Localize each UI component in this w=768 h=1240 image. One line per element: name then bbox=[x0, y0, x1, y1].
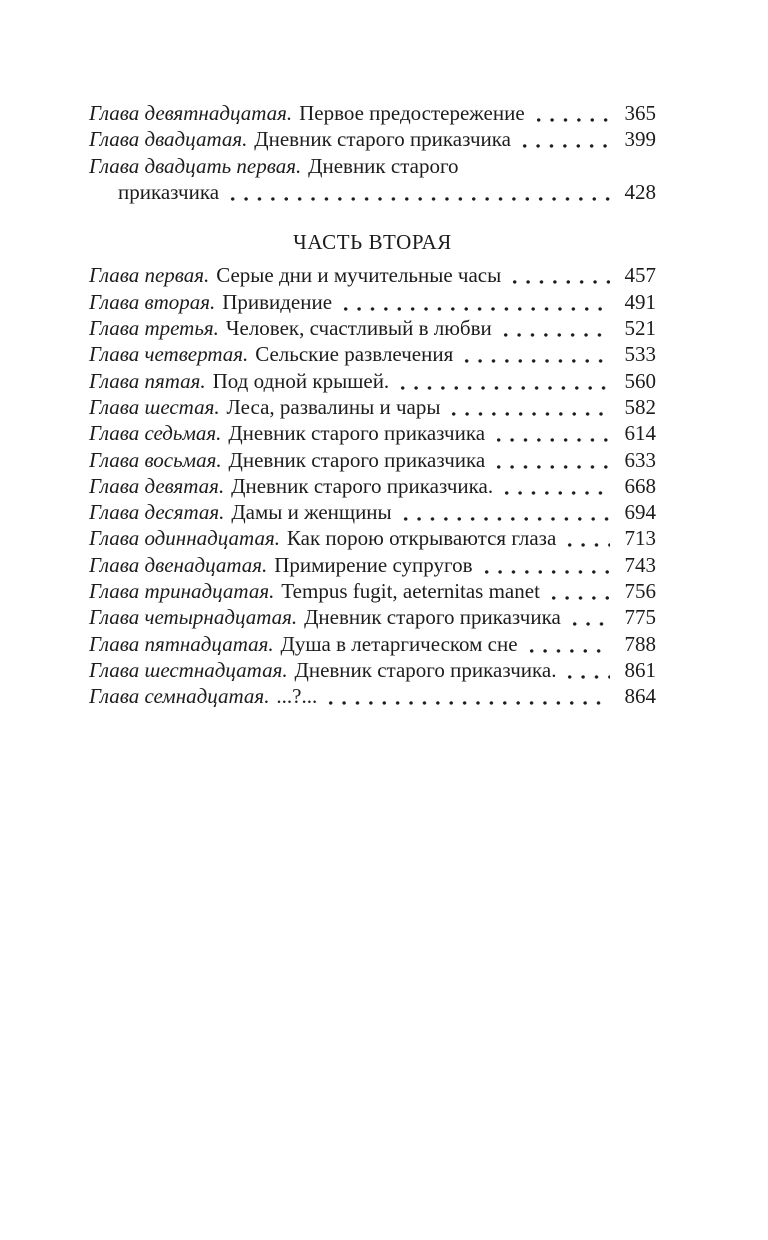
toc-entry bbox=[89, 179, 656, 205]
page-number: 775 bbox=[624, 605, 656, 630]
page-number: 864 bbox=[624, 684, 656, 709]
page-number: 399 bbox=[624, 127, 656, 152]
chapter-title: приказчика bbox=[118, 179, 220, 204]
toc-entry bbox=[89, 657, 656, 683]
chapter-label: Глава девятая. bbox=[89, 473, 225, 498]
chapter-label: Глава четырнадцатая. bbox=[89, 605, 298, 630]
toc-entry bbox=[89, 153, 656, 179]
dot-leader bbox=[396, 368, 610, 394]
toc-entry-text bbox=[89, 341, 453, 367]
toc-entry bbox=[89, 315, 656, 341]
dot-leader bbox=[460, 341, 610, 367]
toc-entry-text bbox=[89, 289, 332, 315]
chapter-label: Глава шестнадцатая. bbox=[89, 657, 288, 682]
dot-leader bbox=[480, 552, 611, 578]
toc-entry-text bbox=[89, 368, 389, 394]
toc-entry bbox=[89, 631, 656, 657]
chapter-title: Примирение супругов bbox=[274, 552, 473, 577]
page-number: 365 bbox=[624, 101, 656, 125]
chapter-label: Глава седьмая. bbox=[89, 421, 222, 446]
dot-leader bbox=[563, 657, 610, 683]
page-number: 582 bbox=[624, 394, 656, 419]
toc-entry-text bbox=[89, 420, 485, 446]
toc-entry bbox=[89, 100, 656, 126]
chapter-title: Леса, развалины и чары bbox=[226, 394, 441, 419]
toc-entry bbox=[89, 552, 656, 578]
page-number: 560 bbox=[624, 368, 656, 393]
dot-leader bbox=[492, 447, 610, 473]
toc-entry-text bbox=[89, 394, 440, 420]
toc-entry-text bbox=[89, 683, 317, 709]
page-number: 428 bbox=[624, 179, 656, 204]
page-number: 521 bbox=[624, 316, 656, 341]
toc-entry bbox=[89, 473, 656, 499]
toc-entry-text bbox=[89, 604, 561, 630]
dot-leader bbox=[399, 499, 610, 525]
dot-leader bbox=[499, 315, 610, 341]
chapter-label: Глава вторая. bbox=[89, 289, 216, 314]
chapter-label: Глава первая. bbox=[89, 263, 210, 288]
dot-leader bbox=[547, 578, 610, 604]
chapter-title: Сельские развлечения bbox=[255, 342, 454, 367]
chapter-title: Человек, счастливый в любви bbox=[225, 316, 492, 341]
dot-leader bbox=[324, 683, 610, 709]
chapter-title: Дневник старого приказчика bbox=[228, 421, 486, 446]
toc-entry bbox=[89, 289, 656, 315]
chapter-title: Tempus fugit, aeternitas manet bbox=[281, 579, 540, 604]
toc-entry-text bbox=[89, 631, 518, 657]
page-number: 694 bbox=[624, 500, 656, 525]
chapter-title: Серые дни и мучительные часы bbox=[216, 263, 502, 288]
page-number: 756 bbox=[624, 579, 656, 604]
toc-content bbox=[89, 100, 656, 710]
toc-entry-text bbox=[89, 315, 492, 341]
toc-entry bbox=[89, 578, 656, 604]
toc-entry-text bbox=[118, 179, 219, 205]
chapter-title: Первое предостережение bbox=[299, 101, 525, 125]
page-number: 743 bbox=[624, 552, 656, 577]
page-number: 614 bbox=[624, 421, 656, 446]
toc-entry bbox=[89, 499, 656, 525]
chapter-title: Привидение bbox=[222, 289, 333, 314]
chapter-label: Глава третья. bbox=[89, 316, 219, 341]
chapter-label: Глава шестая. bbox=[89, 394, 220, 419]
chapter-title: Дневник старого приказчика bbox=[228, 447, 486, 472]
toc-entry bbox=[89, 262, 656, 288]
dot-leader bbox=[447, 394, 610, 420]
dot-leader bbox=[500, 473, 610, 499]
toc-entry-text bbox=[89, 100, 525, 126]
dot-leader bbox=[568, 604, 610, 630]
toc-entry-text bbox=[89, 657, 556, 683]
page-number: 491 bbox=[624, 289, 656, 314]
toc-part-two-list bbox=[89, 262, 656, 709]
toc-entry-text bbox=[89, 447, 485, 473]
dot-leader bbox=[226, 179, 610, 205]
toc-entry bbox=[89, 683, 656, 709]
dot-leader bbox=[532, 100, 610, 126]
page-number: 861 bbox=[624, 657, 656, 682]
dot-leader bbox=[525, 631, 610, 657]
toc-entry bbox=[89, 604, 656, 630]
chapter-label: Глава одиннадцатая. bbox=[89, 526, 280, 551]
chapter-label: Глава тринадцатая. bbox=[89, 579, 275, 604]
toc-entry bbox=[89, 341, 656, 367]
toc-entry-text bbox=[89, 525, 556, 551]
dot-leader bbox=[563, 525, 610, 551]
toc-entry bbox=[89, 368, 656, 394]
chapter-title: Дневник старого приказчика bbox=[304, 605, 561, 630]
chapter-label: Глава десятая. bbox=[89, 500, 225, 525]
chapter-title: Дневник старого приказчика. bbox=[231, 473, 494, 498]
dot-leader bbox=[508, 262, 610, 288]
chapter-title: Дневник старого bbox=[308, 153, 459, 178]
chapter-title: Дневник старого приказчика bbox=[254, 127, 512, 152]
toc-entry bbox=[89, 394, 656, 420]
part-heading: ЧАСТЬ ВТОРАЯ bbox=[293, 230, 452, 255]
dot-leader bbox=[518, 126, 610, 152]
chapter-title: Как порою открываются глаза bbox=[286, 526, 557, 551]
toc-entry-text bbox=[89, 578, 540, 604]
page-number: 788 bbox=[624, 631, 656, 656]
chapter-title: ...?... bbox=[276, 684, 318, 709]
chapter-label: Глава пятнадцатая. bbox=[89, 631, 274, 656]
chapter-label: Глава двенадцатая. bbox=[89, 552, 268, 577]
chapter-label: Глава семнадцатая. bbox=[89, 684, 270, 709]
toc-entry-text bbox=[89, 126, 511, 152]
dot-leader bbox=[339, 289, 610, 315]
chapter-title: Под одной крышей. bbox=[212, 368, 390, 393]
page-number: 533 bbox=[624, 342, 656, 367]
chapter-label: Глава двадцатая. bbox=[89, 127, 248, 152]
chapter-label: Глава двадцать первая. bbox=[89, 153, 302, 178]
chapter-title: Душа в летаргическом сне bbox=[280, 631, 518, 656]
dot-leader bbox=[492, 420, 610, 446]
page-number: 713 bbox=[624, 526, 656, 551]
toc-entry bbox=[89, 447, 656, 473]
chapter-label: Глава девятнадцатая. bbox=[89, 101, 293, 125]
chapter-title: Дамы и женщины bbox=[231, 500, 392, 525]
toc-entry bbox=[89, 126, 656, 152]
toc-entry-text bbox=[89, 262, 501, 288]
page-number: 457 bbox=[624, 263, 656, 288]
chapter-label: Глава восьмая. bbox=[89, 447, 222, 472]
toc-entry-text bbox=[89, 473, 493, 499]
toc-entry-text bbox=[89, 499, 392, 525]
toc-entry-text bbox=[89, 153, 459, 179]
toc-entry-text bbox=[89, 552, 473, 578]
page-number: 633 bbox=[624, 447, 656, 472]
chapter-title: Дневник старого приказчика. bbox=[294, 657, 557, 682]
chapter-label: Глава четвертая. bbox=[89, 342, 249, 367]
chapter-label: Глава пятая. bbox=[89, 368, 206, 393]
toc-entry bbox=[89, 525, 656, 551]
toc-part-one-tail bbox=[89, 100, 656, 205]
page-number: 668 bbox=[624, 473, 656, 498]
toc-entry bbox=[89, 420, 656, 446]
